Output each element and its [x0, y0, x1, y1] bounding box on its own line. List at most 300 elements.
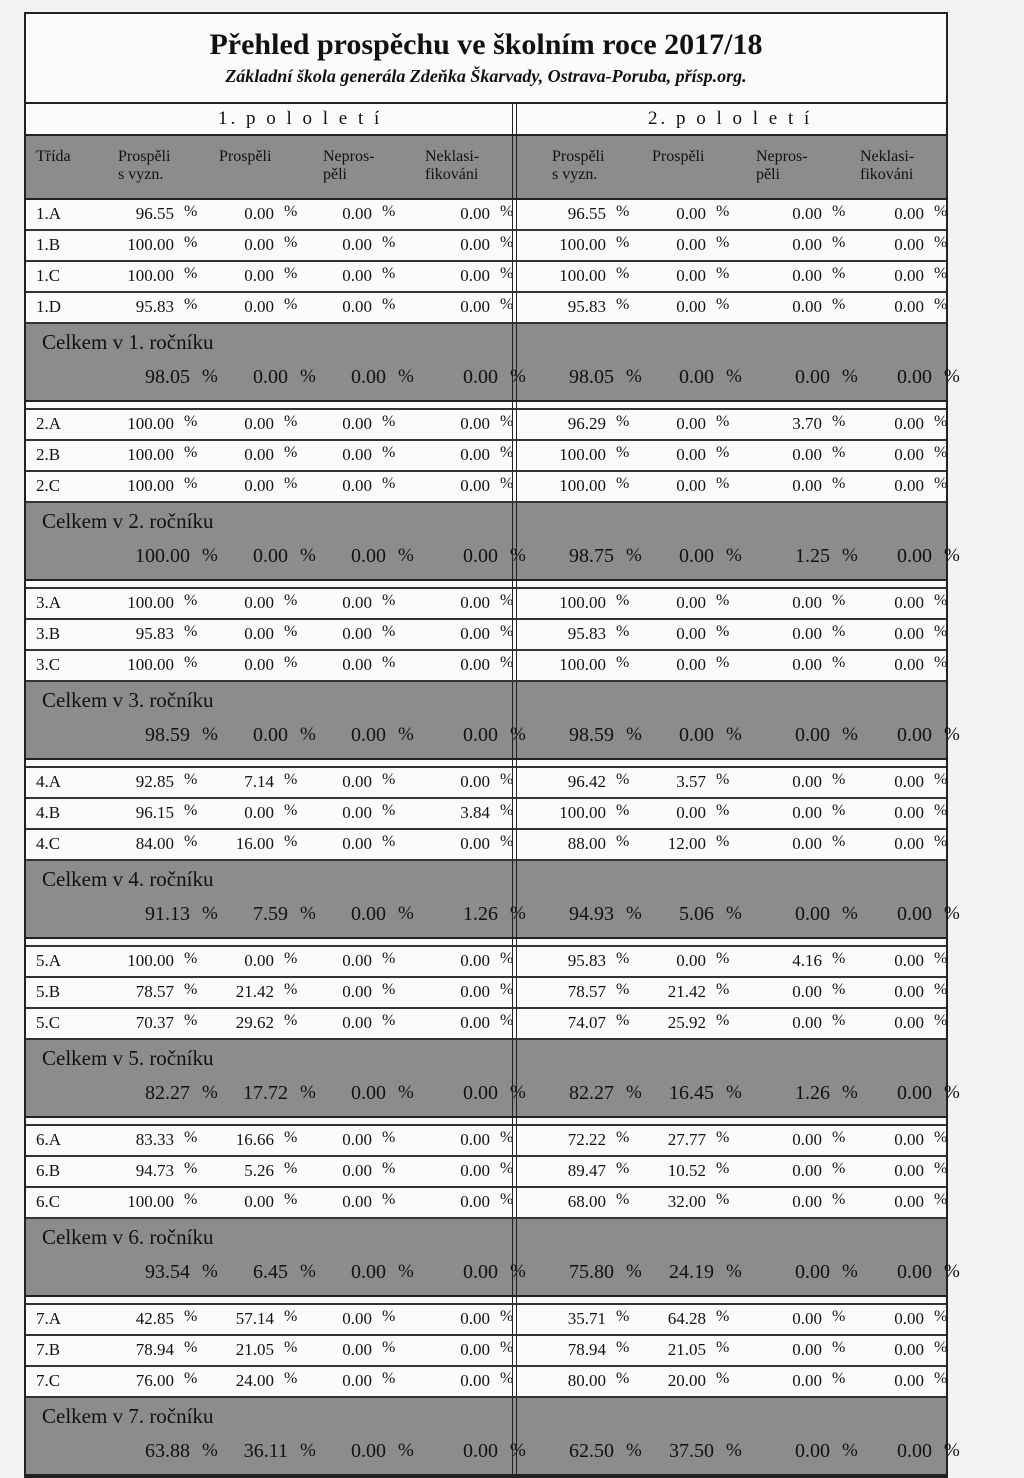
cell-value: 100.00 — [559, 266, 606, 285]
group-spacer — [26, 1297, 946, 1305]
total-value: 0.00 — [795, 724, 830, 746]
total-value: 0.00 — [897, 1082, 932, 1104]
cell-value: 100.00 — [127, 593, 174, 612]
percent-sign: % — [616, 1339, 630, 1356]
percent-sign: % — [398, 903, 414, 924]
cell-value: 0.00 — [894, 1340, 924, 1359]
cell-value: 78.57 — [135, 982, 174, 1001]
percent-sign: % — [934, 1339, 948, 1356]
table-row — [26, 620, 946, 651]
percent-sign: % — [500, 1339, 514, 1356]
semester-divider — [512, 978, 517, 1007]
column-header-row — [26, 136, 946, 200]
percent-sign: % — [832, 1370, 846, 1387]
total-row — [26, 1219, 960, 1297]
semester-divider — [512, 441, 517, 470]
percent-sign: % — [510, 545, 526, 566]
percent-sign: % — [382, 234, 396, 251]
cell-value: 0.00 — [792, 834, 822, 853]
total-value: 1.26 — [795, 1082, 830, 1104]
cell-value: 0.00 — [792, 1192, 822, 1211]
class-name: 7.A — [36, 1309, 62, 1328]
cell-value: 0.00 — [894, 834, 924, 853]
percent-sign: % — [300, 1440, 316, 1461]
percent-sign: % — [382, 654, 396, 671]
percent-sign: % — [202, 1261, 218, 1282]
percent-sign: % — [184, 1308, 198, 1325]
total-value: 1.26 — [463, 903, 498, 925]
total-value: 0.00 — [897, 1261, 932, 1283]
semester-header — [26, 104, 946, 136]
cell-value: 0.00 — [894, 593, 924, 612]
cell-value: 25.92 — [667, 1013, 706, 1032]
cell-value: 21.42 — [235, 982, 274, 1001]
percent-sign: % — [842, 724, 858, 745]
cell-value: 0.00 — [342, 624, 372, 643]
class-name: 3.B — [36, 624, 61, 643]
percent-sign: % — [184, 771, 198, 788]
class-name: 1.C — [36, 266, 61, 285]
percent-sign: % — [398, 1261, 414, 1282]
percent-sign: % — [716, 444, 730, 461]
percent-sign: % — [300, 545, 316, 566]
percent-sign: % — [934, 623, 948, 640]
cell-value: 0.00 — [792, 803, 822, 822]
table-row — [26, 830, 946, 861]
percent-sign: % — [500, 1191, 514, 1208]
cell-value: 0.00 — [792, 476, 822, 495]
cell-value: 0.00 — [460, 1309, 490, 1328]
percent-sign: % — [202, 903, 218, 924]
cell-value: 0.00 — [460, 655, 490, 674]
percent-sign: % — [184, 203, 198, 220]
total-value: 93.54 — [145, 1261, 190, 1283]
group-spacer — [26, 1118, 946, 1126]
cell-value: 3.84 — [460, 803, 490, 822]
cell-value: 78.94 — [567, 1340, 606, 1359]
cell-value: 0.00 — [894, 655, 924, 674]
percent-sign: % — [934, 1129, 948, 1146]
cell-value: 0.00 — [342, 1340, 372, 1359]
percent-sign: % — [500, 654, 514, 671]
class-name: 6.B — [36, 1161, 61, 1180]
percent-sign: % — [716, 623, 730, 640]
cell-value: 80.00 — [567, 1371, 606, 1390]
percent-sign: % — [616, 981, 630, 998]
percent-sign: % — [726, 366, 742, 387]
percent-sign: % — [398, 1082, 414, 1103]
cell-value: 0.00 — [244, 1192, 274, 1211]
total-value: 98.75 — [569, 545, 614, 567]
table-row — [26, 1157, 946, 1188]
cell-value: 0.00 — [460, 297, 490, 316]
col-s2-neprospeli: Nepros- pěli — [756, 148, 808, 183]
table-row — [26, 262, 946, 293]
cell-value: 0.00 — [244, 266, 274, 285]
table-row — [26, 947, 946, 978]
percent-sign: % — [500, 234, 514, 251]
percent-sign: % — [382, 771, 396, 788]
percent-sign: % — [382, 981, 396, 998]
class-name: 4.C — [36, 834, 61, 853]
total-value: 98.59 — [569, 724, 614, 746]
cell-value: 95.83 — [567, 297, 606, 316]
cell-value: 0.00 — [244, 235, 274, 254]
cell-value: 0.00 — [342, 235, 372, 254]
percent-sign: % — [284, 475, 298, 492]
total-value: 0.00 — [253, 724, 288, 746]
cell-value: 0.00 — [244, 803, 274, 822]
cell-value: 0.00 — [244, 204, 274, 223]
cell-value: 0.00 — [894, 1130, 924, 1149]
percent-sign: % — [284, 444, 298, 461]
percent-sign: % — [184, 1160, 198, 1177]
cell-value: 0.00 — [792, 1371, 822, 1390]
total-value: 0.00 — [679, 366, 714, 388]
total-row — [26, 1040, 960, 1118]
percent-sign: % — [934, 203, 948, 220]
cell-value: 0.00 — [342, 204, 372, 223]
percent-sign: % — [184, 1191, 198, 1208]
total-value: 98.05 — [569, 366, 614, 388]
group-spacer — [26, 402, 946, 410]
cell-value: 0.00 — [460, 624, 490, 643]
cell-value: 42.85 — [135, 1309, 174, 1328]
percent-sign: % — [510, 903, 526, 924]
cell-value: 0.00 — [894, 951, 924, 970]
percent-sign: % — [616, 950, 630, 967]
total-value: 94.93 — [569, 903, 614, 925]
percent-sign: % — [616, 592, 630, 609]
percent-sign: % — [716, 981, 730, 998]
percent-sign: % — [500, 623, 514, 640]
percent-sign: % — [626, 1261, 642, 1282]
percent-sign: % — [398, 366, 414, 387]
percent-sign: % — [832, 623, 846, 640]
percent-sign: % — [202, 1440, 218, 1461]
percent-sign: % — [716, 802, 730, 819]
cell-value: 0.00 — [460, 593, 490, 612]
percent-sign: % — [616, 203, 630, 220]
class-name: 7.C — [36, 1371, 61, 1390]
total-value: 0.00 — [351, 1261, 386, 1283]
percent-sign: % — [382, 413, 396, 430]
group-spacer — [26, 939, 946, 947]
total-label: Celkem v 1. ročníku — [42, 330, 214, 354]
cell-value: 0.00 — [460, 1371, 490, 1390]
class-name: 5.B — [36, 982, 61, 1001]
percent-sign: % — [284, 296, 298, 313]
table-row — [26, 410, 946, 441]
table-row — [26, 472, 946, 503]
percent-sign: % — [284, 950, 298, 967]
percent-sign: % — [184, 475, 198, 492]
cell-value: 0.00 — [342, 951, 372, 970]
percent-sign: % — [284, 802, 298, 819]
cell-value: 0.00 — [894, 476, 924, 495]
cell-value: 95.83 — [135, 297, 174, 316]
cell-value: 0.00 — [894, 1161, 924, 1180]
percent-sign: % — [616, 833, 630, 850]
total-value: 0.00 — [897, 545, 932, 567]
cell-value: 4.16 — [792, 951, 822, 970]
percent-sign: % — [184, 1012, 198, 1029]
school-subtitle: Základní škola generála Zdeňka Škarvady, Ostrava-Poruba, přísp.org. — [225, 66, 747, 86]
col-s2-prospeli-vyzn: Prospěli s vyzn. — [552, 148, 605, 183]
cell-value: 89.47 — [567, 1161, 606, 1180]
percent-sign: % — [832, 981, 846, 998]
percent-sign: % — [382, 1129, 396, 1146]
col-s2-neklasifikovani: Neklasi- fikováni — [860, 148, 915, 183]
percent-sign: % — [934, 1308, 948, 1325]
percent-sign: % — [616, 802, 630, 819]
col-s1-neprospeli: Nepros- pěli — [323, 148, 375, 183]
percent-sign: % — [500, 1308, 514, 1325]
total-value: 0.00 — [679, 724, 714, 746]
percent-sign: % — [300, 724, 316, 745]
cell-value: 96.55 — [567, 204, 606, 223]
percent-sign: % — [500, 771, 514, 788]
percent-sign: % — [726, 724, 742, 745]
cell-value: 0.00 — [676, 204, 706, 223]
cell-value: 95.83 — [567, 951, 606, 970]
class-name: 4.B — [36, 803, 61, 822]
cell-value: 0.00 — [894, 414, 924, 433]
col-s2-prospeli: Prospěli — [652, 148, 705, 165]
total-value: 6.45 — [253, 1261, 288, 1283]
percent-sign: % — [510, 1261, 526, 1282]
percent-sign: % — [626, 545, 642, 566]
cell-value: 35.71 — [567, 1309, 606, 1328]
group-spacer — [26, 760, 946, 768]
cell-value: 0.00 — [342, 1130, 372, 1149]
percent-sign: % — [382, 1308, 396, 1325]
percent-sign: % — [382, 475, 396, 492]
percent-sign: % — [382, 1160, 396, 1177]
percent-sign: % — [284, 592, 298, 609]
semester-divider — [512, 1040, 517, 1116]
percent-sign: % — [716, 413, 730, 430]
cell-value: 0.00 — [792, 1013, 822, 1032]
percent-sign: % — [616, 1160, 630, 1177]
cell-value: 0.00 — [342, 655, 372, 674]
cell-value: 0.00 — [460, 235, 490, 254]
percent-sign: % — [616, 413, 630, 430]
cell-value: 0.00 — [244, 297, 274, 316]
table-row — [26, 1336, 946, 1367]
percent-sign: % — [934, 1370, 948, 1387]
cell-value: 100.00 — [127, 476, 174, 495]
cell-value: 0.00 — [894, 803, 924, 822]
class-name: 2.C — [36, 476, 61, 495]
total-row — [26, 324, 960, 402]
total-row — [26, 682, 960, 760]
cell-value: 20.00 — [667, 1371, 706, 1390]
semester-divider — [512, 760, 517, 766]
semester-divider — [512, 1118, 517, 1124]
percent-sign: % — [832, 1012, 846, 1029]
total-value: 37.50 — [669, 1440, 714, 1462]
cell-value: 70.37 — [135, 1013, 174, 1032]
percent-sign: % — [616, 296, 630, 313]
percent-sign: % — [382, 623, 396, 640]
total-value: 5.06 — [679, 903, 714, 925]
total-value: 0.00 — [463, 1440, 498, 1462]
percent-sign: % — [934, 1012, 948, 1029]
cell-value: 0.00 — [460, 204, 490, 223]
percent-sign: % — [842, 1440, 858, 1461]
cell-value: 0.00 — [342, 1309, 372, 1328]
total-row — [26, 1398, 960, 1476]
col-s1-prospeli: Prospěli — [219, 148, 272, 165]
total-value: 0.00 — [253, 366, 288, 388]
total-value: 0.00 — [351, 1440, 386, 1462]
cell-value: 0.00 — [894, 266, 924, 285]
cell-value: 0.00 — [244, 624, 274, 643]
cell-value: 0.00 — [460, 951, 490, 970]
percent-sign: % — [284, 413, 298, 430]
percent-sign: % — [382, 1191, 396, 1208]
percent-sign: % — [382, 802, 396, 819]
cell-value: 0.00 — [894, 1013, 924, 1032]
percent-sign: % — [626, 366, 642, 387]
percent-sign: % — [616, 265, 630, 282]
cell-value: 0.00 — [676, 593, 706, 612]
cell-value: 0.00 — [460, 982, 490, 1001]
percent-sign: % — [500, 1160, 514, 1177]
semester-divider — [512, 262, 517, 291]
percent-sign: % — [716, 771, 730, 788]
percent-sign: % — [382, 203, 396, 220]
col-s1-neklasifikovani: Neklasi- fikováni — [425, 148, 480, 183]
percent-sign: % — [500, 1012, 514, 1029]
cell-value: 96.15 — [135, 803, 174, 822]
percent-sign: % — [284, 1012, 298, 1029]
percent-sign: % — [832, 771, 846, 788]
percent-sign: % — [944, 1440, 960, 1461]
class-name: 6.C — [36, 1192, 61, 1211]
cell-value: 0.00 — [792, 593, 822, 612]
semester-divider — [512, 200, 517, 229]
cell-value: 12.00 — [667, 834, 706, 853]
total-value: 0.00 — [253, 545, 288, 567]
cell-value: 100.00 — [127, 655, 174, 674]
cell-value: 7.14 — [244, 772, 274, 791]
total-label: Celkem v 2. ročníku — [42, 509, 214, 533]
cell-value: 0.00 — [460, 1340, 490, 1359]
percent-sign: % — [716, 1160, 730, 1177]
cell-value: 100.00 — [559, 445, 606, 464]
percent-sign: % — [616, 1191, 630, 1208]
cell-value: 0.00 — [894, 1309, 924, 1328]
semester-divider — [512, 402, 517, 408]
total-value: 0.00 — [351, 366, 386, 388]
semester-divider — [512, 861, 517, 937]
cell-value: 0.00 — [894, 445, 924, 464]
semester-divider — [512, 503, 517, 579]
cell-value: 0.00 — [460, 414, 490, 433]
total-value: 62.50 — [569, 1440, 614, 1462]
cell-value: 0.00 — [342, 1192, 372, 1211]
percent-sign: % — [616, 623, 630, 640]
total-value: 82.27 — [569, 1082, 614, 1104]
cell-value: 16.66 — [235, 1130, 274, 1149]
cell-value: 100.00 — [127, 235, 174, 254]
class-name: 7.B — [36, 1340, 61, 1359]
cell-value: 0.00 — [792, 235, 822, 254]
percent-sign: % — [944, 366, 960, 387]
cell-value: 68.00 — [567, 1192, 606, 1211]
total-value: 24.19 — [669, 1261, 714, 1283]
total-value: 7.59 — [253, 903, 288, 925]
cell-value: 0.00 — [676, 951, 706, 970]
cell-value: 0.00 — [342, 772, 372, 791]
table-row — [26, 231, 946, 262]
percent-sign: % — [934, 654, 948, 671]
cell-value: 0.00 — [342, 1013, 372, 1032]
percent-sign: % — [616, 1129, 630, 1146]
table-row — [26, 1367, 946, 1398]
percent-sign: % — [300, 366, 316, 387]
cell-value: 0.00 — [460, 1161, 490, 1180]
cell-value: 0.00 — [676, 476, 706, 495]
cell-value: 0.00 — [894, 1192, 924, 1211]
percent-sign: % — [934, 1191, 948, 1208]
percent-sign: % — [616, 771, 630, 788]
cell-value: 0.00 — [342, 1371, 372, 1390]
percent-sign: % — [202, 1082, 218, 1103]
cell-value: 0.00 — [792, 1340, 822, 1359]
percent-sign: % — [934, 444, 948, 461]
cell-value: 100.00 — [559, 593, 606, 612]
cell-value: 100.00 — [127, 951, 174, 970]
col-trida: Třída — [36, 148, 71, 165]
percent-sign: % — [382, 1370, 396, 1387]
semester-divider — [512, 1367, 517, 1396]
class-name: 4.A — [36, 772, 62, 791]
percent-sign: % — [184, 950, 198, 967]
total-value: 0.00 — [351, 545, 386, 567]
percent-sign: % — [382, 950, 396, 967]
semester-divider — [512, 324, 517, 400]
cell-value: 100.00 — [127, 414, 174, 433]
percent-sign: % — [284, 833, 298, 850]
percent-sign: % — [934, 592, 948, 609]
total-value: 98.05 — [145, 366, 190, 388]
percent-sign: % — [284, 623, 298, 640]
cell-value: 0.00 — [244, 951, 274, 970]
percent-sign: % — [500, 1129, 514, 1146]
percent-sign: % — [616, 654, 630, 671]
total-value: 82.27 — [145, 1082, 190, 1104]
semester-1-label: 1. p o l o l e t í — [218, 108, 383, 129]
total-value: 0.00 — [897, 724, 932, 746]
percent-sign: % — [616, 475, 630, 492]
cell-value: 0.00 — [342, 297, 372, 316]
semester-divider — [512, 589, 517, 618]
percent-sign: % — [500, 592, 514, 609]
percent-sign: % — [202, 724, 218, 745]
percent-sign: % — [832, 234, 846, 251]
cell-value: 0.00 — [676, 235, 706, 254]
percent-sign: % — [934, 981, 948, 998]
percent-sign: % — [944, 724, 960, 745]
percent-sign: % — [832, 592, 846, 609]
cell-value: 29.62 — [235, 1013, 274, 1032]
total-label: Celkem v 3. ročníku — [42, 688, 214, 712]
percent-sign: % — [842, 903, 858, 924]
percent-sign: % — [184, 413, 198, 430]
